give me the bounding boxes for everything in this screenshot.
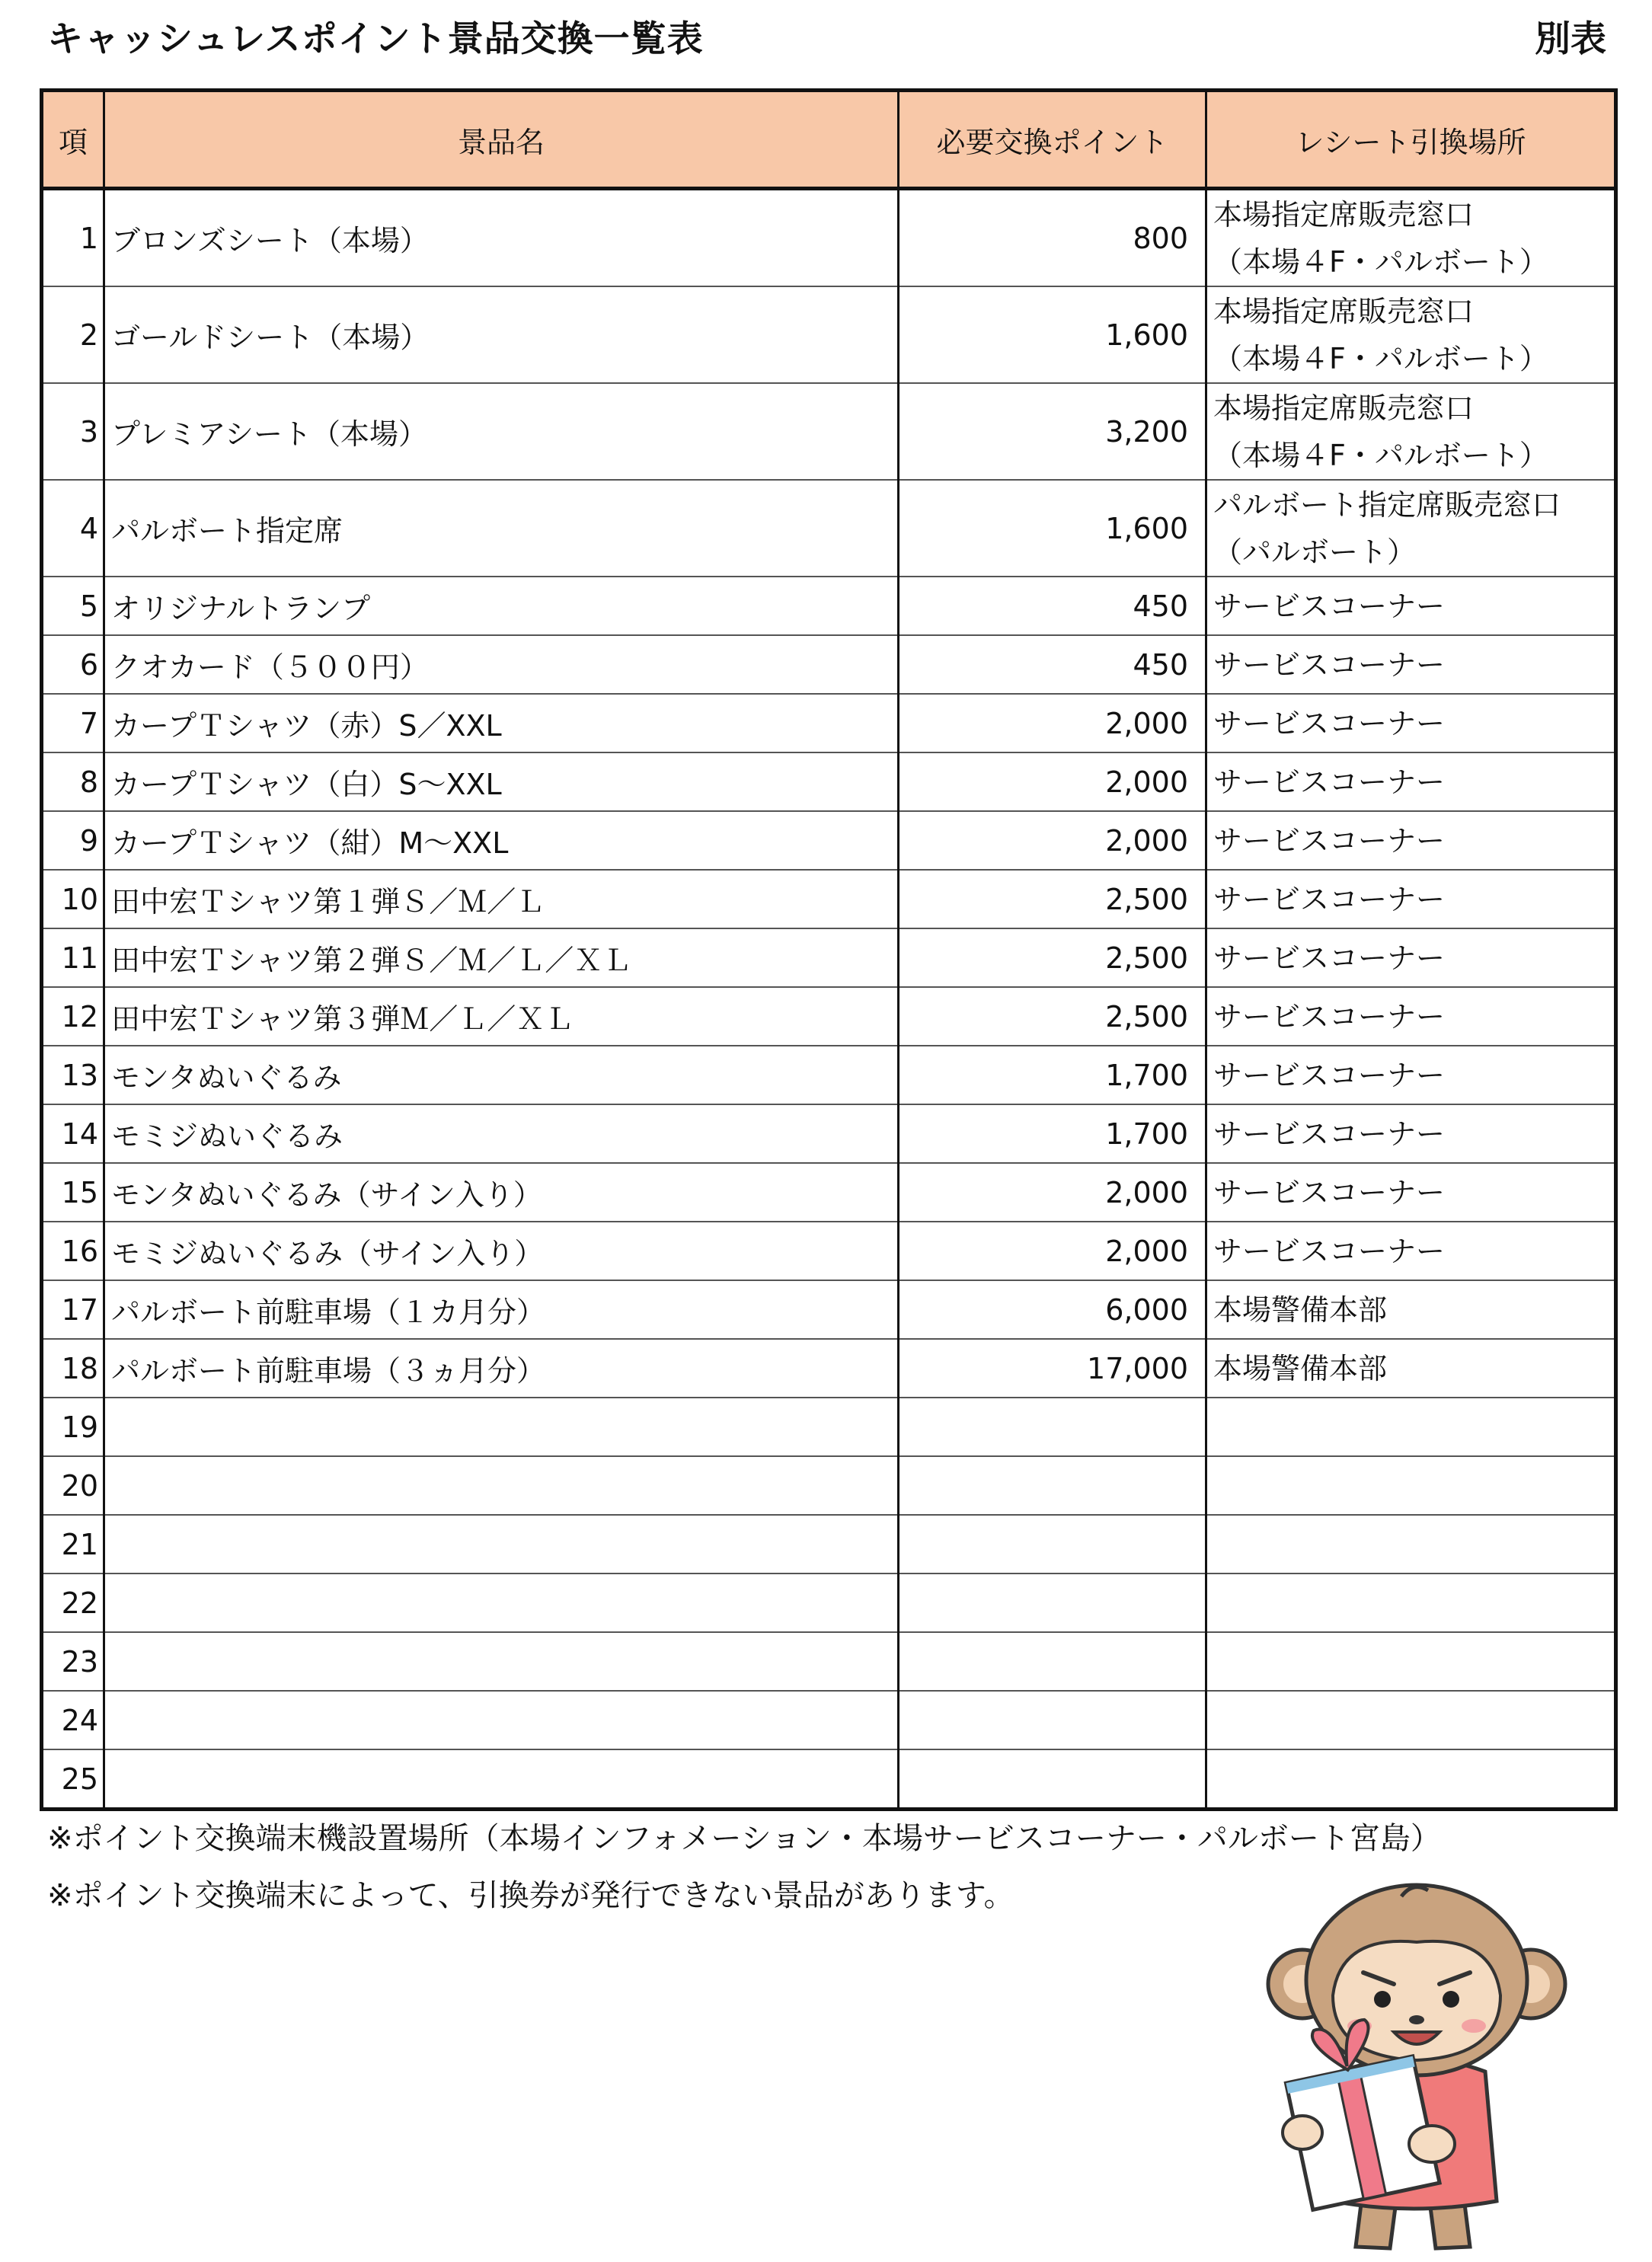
table-row [42,1163,1616,1222]
exchange-location-line1: サービスコーナー [1213,1175,1446,1209]
exchange-location [1206,1515,1616,1573]
prize-name: 田中宏Ｔシャツ第３弾Ｍ／Ｌ／ＸＬ [104,987,899,1046]
row-number: 7 [42,694,104,752]
required-points: 1,700 [899,1046,1206,1104]
exchange-location [1206,383,1616,480]
prize-name: モンタぬいぐるみ（サイン入り） [104,1163,899,1222]
page-title: キャッシュレスポイント景品交換一覧表 [47,18,704,60]
required-points [899,1573,1206,1632]
row-number: 11 [42,928,104,987]
prize-name [104,1632,899,1691]
table-row [42,577,1616,635]
prize-name [104,1515,899,1573]
exchange-location [1206,1163,1616,1222]
exchange-location [1206,811,1616,870]
row-number: 23 [42,1632,104,1691]
column-header-no: 項 [42,91,104,189]
exchange-location [1206,1632,1616,1691]
required-points [899,1632,1206,1691]
row-number: 19 [42,1398,104,1456]
exchange-location [1206,1104,1616,1163]
exchange-location-line1: サービスコーナー [1213,882,1446,916]
exchange-location-line1: 本場指定席販売窓口 [1213,294,1475,328]
prize-name: 田中宏Ｔシャツ第２弾Ｓ／Ｍ／Ｌ／ＸＬ [104,928,899,987]
table-row [42,1046,1616,1104]
required-points: 2,000 [899,694,1206,752]
table-row [42,286,1616,383]
required-points [899,1515,1206,1573]
exchange-location-line2: （本場４F・パルボート） [1213,341,1548,375]
required-points: 450 [899,577,1206,635]
note-terminal-locations: ※ポイント交換端末機設置場所（本場インフォメーション・本場サービスコーナー・パルボート宮島） [47,1821,1441,1856]
prize-name: 田中宏Ｔシャツ第１弾Ｓ／Ｍ／Ｌ [104,870,899,928]
required-points: 2,000 [899,811,1206,870]
exchange-location [1206,1749,1616,1810]
required-points: 6,000 [899,1280,1206,1339]
row-number: 18 [42,1339,104,1398]
table-row [42,1691,1616,1749]
required-points: 2,500 [899,987,1206,1046]
prize-name [104,1691,899,1749]
exchange-location-line1: 本場指定席販売窓口 [1213,197,1475,232]
exchange-location-line1: サービスコーナー [1213,999,1446,1034]
table-row [42,752,1616,811]
exchange-location-line1: 本場警備本部 [1213,1292,1388,1327]
table-row [42,870,1616,928]
prize-name: プレミアシート（本場） [104,383,899,480]
row-number: 9 [42,811,104,870]
table-row [42,1339,1616,1398]
prize-name: モミジぬいぐるみ（サイン入り） [104,1222,899,1280]
table-row [42,635,1616,694]
required-points: 2,000 [899,1222,1206,1280]
table-row [42,1573,1616,1632]
table-row [42,1515,1616,1573]
exchange-location-line1: サービスコーナー [1213,647,1446,682]
exchange-location-line1: 本場指定席販売窓口 [1213,391,1475,425]
row-number: 24 [42,1691,104,1749]
exchange-location [1206,1573,1616,1632]
exchange-location [1206,480,1616,577]
row-number: 12 [42,987,104,1046]
required-points: 2,500 [899,870,1206,928]
table-row [42,811,1616,870]
exchange-location [1206,752,1616,811]
table-row [42,1222,1616,1280]
required-points: 800 [899,189,1206,287]
required-points [899,1398,1206,1456]
table-row [42,1104,1616,1163]
table-row [42,1749,1616,1810]
annex-label: 別表 [1535,18,1606,60]
exchange-location-line1: サービスコーナー [1213,1117,1446,1151]
exchange-location [1206,987,1616,1046]
row-number: 1 [42,189,104,287]
prize-name: パルボート指定席 [104,480,899,577]
row-number: 16 [42,1222,104,1280]
required-points [899,1456,1206,1515]
exchange-location-line1: サービスコーナー [1213,765,1446,799]
exchange-location-line1: 本場警備本部 [1213,1351,1388,1385]
exchange-location [1206,577,1616,635]
prize-name: ゴールドシート（本場） [104,286,899,383]
row-number: 20 [42,1456,104,1515]
row-number: 14 [42,1104,104,1163]
exchange-location-line1: サービスコーナー [1213,1058,1446,1092]
row-number: 22 [42,1573,104,1632]
table-row [42,1398,1616,1456]
prize-name: カープＴシャツ（紺）M～XXL [104,811,899,870]
row-number: 10 [42,870,104,928]
prize-name: オリジナルトランプ [104,577,899,635]
prize-name: クオカード（５００円） [104,635,899,694]
exchange-location-line1: サービスコーナー [1213,589,1446,623]
required-points: 2,000 [899,752,1206,811]
prize-name: ブロンズシート（本場） [104,189,899,287]
exchange-location [1206,1398,1616,1456]
row-number: 4 [42,480,104,577]
prize-name: カープＴシャツ（白）S～XXL [104,752,899,811]
table-header-row [42,91,1616,189]
row-number: 25 [42,1749,104,1810]
column-header-prize-name: 景品名 [104,91,899,189]
table-row [42,987,1616,1046]
table-row [42,1280,1616,1339]
required-points [899,1691,1206,1749]
required-points: 1,700 [899,1104,1206,1163]
table-row [42,1456,1616,1515]
exchange-location-line1: サービスコーナー [1213,706,1446,740]
exchange-location-line1: サービスコーナー [1213,823,1446,858]
prize-name: モンタぬいぐるみ [104,1046,899,1104]
prize-name: パルボート前駐車場（３ヵ月分） [104,1339,899,1398]
required-points: 17,000 [899,1339,1206,1398]
row-number: 6 [42,635,104,694]
prize-name [104,1398,899,1456]
table-row [42,694,1616,752]
exchange-location [1206,1691,1616,1749]
exchange-location-line2: （本場４F・パルボート） [1213,244,1548,279]
table-row [42,189,1616,287]
column-header-receipt-exchange-location: レシート引換場所 [1206,91,1616,189]
exchange-location [1206,1339,1616,1398]
required-points: 2,000 [899,1163,1206,1222]
exchange-location [1206,286,1616,383]
row-number: 13 [42,1046,104,1104]
row-number: 2 [42,286,104,383]
exchange-location [1206,694,1616,752]
row-number: 21 [42,1515,104,1573]
exchange-location-line1: サービスコーナー [1213,941,1446,975]
column-header-required-points: 必要交換ポイント [899,91,1206,189]
exchange-location-line1: サービスコーナー [1213,1234,1446,1268]
exchange-location [1206,189,1616,287]
prize-exchange-table [40,88,1618,1811]
prize-name: パルボート前駐車場（１カ月分） [104,1280,899,1339]
exchange-location [1206,928,1616,987]
row-number: 17 [42,1280,104,1339]
table-row [42,480,1616,577]
row-number: 3 [42,383,104,480]
exchange-location [1206,1280,1616,1339]
exchange-location [1206,635,1616,694]
required-points: 3,200 [899,383,1206,480]
required-points: 2,500 [899,928,1206,987]
exchange-location-line1: パルボート指定席販売窓口 [1213,487,1561,522]
exchange-location [1206,1456,1616,1515]
exchange-location [1206,1046,1616,1104]
table-row [42,383,1616,480]
prize-name [104,1573,899,1632]
exchange-location-line2: （パルボート） [1213,535,1417,569]
prize-name: モミジぬいぐるみ [104,1104,899,1163]
table-row [42,1632,1616,1691]
exchange-location-line2: （本場４F・パルボート） [1213,438,1548,472]
row-number: 5 [42,577,104,635]
note-terminal-limitations: ※ポイント交換端末によって、引換券が発行できない景品があります。 [47,1878,1015,1913]
monkey-with-gift-icon [1249,1881,1584,2254]
prize-name: カープＴシャツ（赤）S／XXL [104,694,899,752]
row-number: 8 [42,752,104,811]
exchange-location [1206,1222,1616,1280]
prize-name [104,1456,899,1515]
exchange-location [1206,870,1616,928]
required-points: 1,600 [899,480,1206,577]
required-points [899,1749,1206,1810]
row-number: 15 [42,1163,104,1222]
required-points: 1,600 [899,286,1206,383]
table-row [42,928,1616,987]
prize-name [104,1749,899,1810]
required-points: 450 [899,635,1206,694]
